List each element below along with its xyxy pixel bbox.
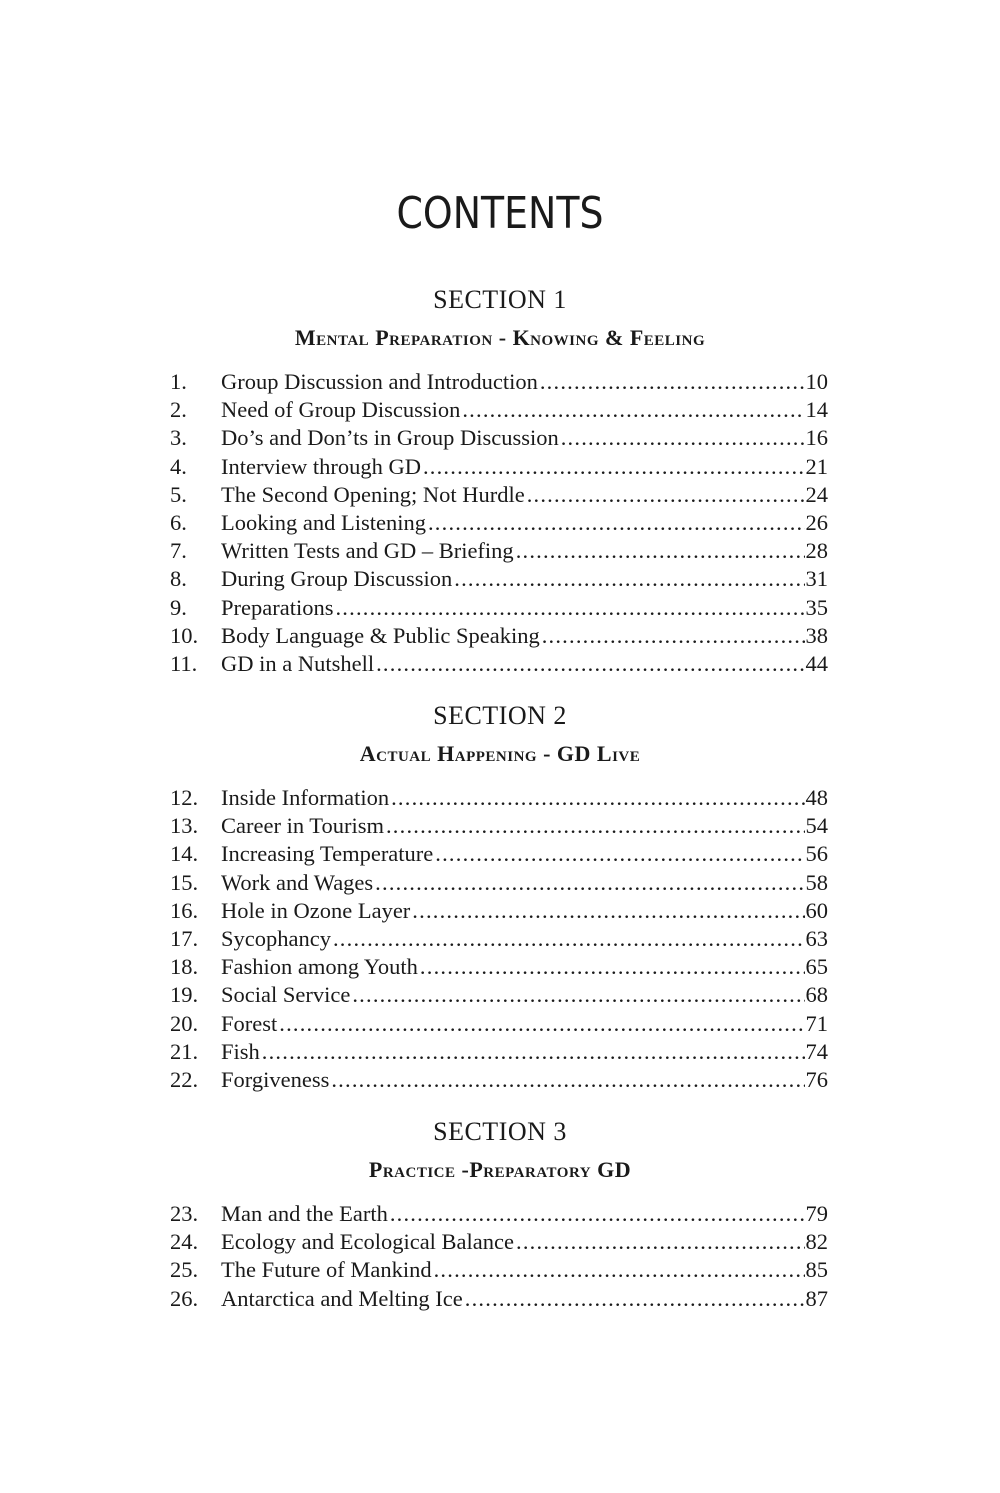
toc-entry-number: 11. — [170, 650, 198, 676]
toc-entry[interactable] — [170, 396, 828, 424]
dot-leader — [514, 1228, 804, 1256]
toc-entry-page: 71 — [805, 1010, 828, 1036]
toc-entry-page: 76 — [805, 1066, 828, 1092]
toc-entry-number: 17. — [170, 925, 199, 951]
toc-entry-number: 2. — [170, 397, 187, 423]
toc-entry-title: Preparations — [221, 594, 334, 620]
toc-entry-page: 79 — [805, 1201, 828, 1226]
toc-entry-title: Forgiveness — [221, 1066, 330, 1092]
toc-entry-title: The Future of Mankind — [221, 1257, 432, 1283]
toc-entry-title: Fashion among Youth — [221, 954, 418, 980]
toc-entry-number: 3. — [170, 425, 187, 451]
toc-entry-number: 5. — [170, 481, 187, 507]
toc-entry-page: 26 — [805, 509, 828, 535]
toc-entry-number: 6. — [170, 509, 187, 535]
toc-entry[interactable] — [170, 509, 828, 537]
dot-leader — [374, 650, 804, 678]
toc-entry[interactable] — [170, 622, 828, 650]
section-2-toc — [170, 784, 828, 1094]
toc-entry[interactable] — [170, 1010, 828, 1038]
toc-entry-title: Looking and Listening — [221, 509, 426, 535]
toc-entry[interactable] — [170, 1200, 828, 1228]
dot-leader — [418, 953, 805, 981]
toc-entry-page: 14 — [805, 397, 828, 423]
toc-entry[interactable] — [170, 981, 828, 1009]
toc-entry-number: 12. — [170, 785, 199, 810]
toc-entry[interactable] — [170, 650, 828, 678]
dot-leader — [350, 981, 804, 1009]
section-1-header — [0, 284, 1000, 352]
toc-entry[interactable] — [170, 1228, 828, 1256]
toc-entry-page: 10 — [805, 369, 828, 394]
toc-entry-number: 16. — [170, 897, 199, 923]
dot-leader — [514, 537, 805, 565]
toc-entry-number: 7. — [170, 538, 187, 564]
toc-entry-title: Written Tests and GD – Briefing — [221, 538, 514, 564]
toc-entry-page: 31 — [805, 566, 828, 592]
section-subtitle: Practice -Preparatory GD — [368, 1157, 632, 1182]
dot-leader — [277, 1010, 804, 1038]
toc-entry-title: Career in Tourism — [221, 813, 384, 839]
toc-entry-title: Work and Wages — [221, 869, 374, 895]
dot-leader — [460, 396, 804, 424]
toc-entry-title: Body Language & Public Speaking — [221, 622, 540, 648]
toc-entry-number: 4. — [170, 453, 187, 479]
toc-entry-title: Forest — [221, 1010, 278, 1036]
toc-entry-number: 24. — [170, 1229, 199, 1255]
toc-entry-title: Ecology and Ecological Balance — [221, 1229, 515, 1255]
section-heading: SECTION 3 — [433, 1117, 567, 1146]
toc-entry[interactable] — [170, 1038, 828, 1066]
toc-entry[interactable] — [170, 925, 828, 953]
toc-entry[interactable] — [170, 840, 828, 868]
toc-entry-number: 10. — [170, 622, 199, 648]
toc-entry-title: The Second Opening; Not Hurdle — [221, 481, 525, 507]
toc-entry[interactable] — [170, 1285, 828, 1313]
toc-entry-number: 20. — [170, 1010, 199, 1036]
toc-entry-number: 14. — [170, 841, 199, 867]
toc-entry-page: 28 — [805, 538, 828, 564]
dot-leader — [540, 622, 805, 650]
toc-entry-title: Sycophancy — [221, 925, 331, 951]
dot-leader — [452, 565, 804, 593]
dot-leader — [389, 784, 804, 812]
toc-entry-number: 26. — [170, 1285, 199, 1311]
toc-entry-title: Group Discussion and Introduction — [221, 369, 538, 394]
toc-entry-page: 21 — [805, 453, 828, 479]
section-heading: SECTION 1 — [433, 285, 567, 314]
toc-entry-page: 24 — [805, 481, 828, 507]
dot-leader — [421, 453, 805, 481]
toc-entry-title: Need of Group Discussion — [221, 397, 461, 423]
toc-entry-number: 1. — [170, 369, 187, 394]
toc-entry[interactable] — [170, 537, 828, 565]
toc-entry-number: 22. — [170, 1066, 199, 1092]
toc-entry-page: 68 — [805, 982, 828, 1008]
dot-leader — [388, 1200, 805, 1228]
section-subtitle: Actual Happening - GD Live — [359, 741, 641, 766]
toc-entry-page: 74 — [805, 1038, 828, 1064]
toc-entry-number: 23. — [170, 1201, 199, 1226]
dot-leader — [331, 925, 805, 953]
toc-entry-title: Fish — [221, 1038, 260, 1064]
toc-entry-page: 85 — [805, 1257, 828, 1283]
dot-leader — [373, 869, 804, 897]
dot-leader — [329, 1066, 804, 1094]
toc-entry[interactable] — [170, 869, 828, 897]
dot-leader — [426, 509, 805, 537]
toc-entry-title: Man and the Earth — [221, 1201, 388, 1226]
dot-leader — [538, 368, 805, 396]
toc-entry-title: During Group Discussion — [221, 566, 453, 592]
toc-entry[interactable] — [170, 812, 828, 840]
toc-entry-title: Inside Information — [221, 785, 390, 810]
toc-entry-number: 19. — [170, 982, 199, 1008]
toc-entry-title: Interview through GD — [221, 453, 421, 479]
toc-entry[interactable] — [170, 594, 828, 622]
section-subtitle: Mental Preparation - Knowing & Feeling — [294, 325, 706, 350]
toc-entry[interactable] — [170, 481, 828, 509]
toc-entry[interactable] — [170, 1256, 828, 1284]
toc-entry-page: 44 — [805, 650, 828, 676]
toc-entry-page: 16 — [805, 425, 828, 451]
dot-leader — [260, 1038, 805, 1066]
dot-leader — [525, 481, 805, 509]
dot-leader — [384, 812, 805, 840]
toc-entry-page: 87 — [805, 1285, 828, 1311]
toc-entry-page: 65 — [805, 954, 828, 980]
toc-entry-page: 82 — [805, 1229, 828, 1255]
toc-entry-number: 18. — [170, 954, 199, 980]
dot-leader — [432, 1256, 805, 1284]
toc-entry-number: 25. — [170, 1257, 199, 1283]
toc-entry-title: GD in a Nutshell — [221, 650, 375, 676]
toc-entry[interactable] — [170, 784, 828, 812]
dot-leader — [559, 424, 805, 452]
toc-entry-title: Do’s and Don’ts in Group Discussion — [221, 425, 559, 451]
dot-leader — [463, 1285, 805, 1313]
page-title: CONTENTS — [396, 188, 604, 239]
toc-entry-page: 35 — [805, 594, 828, 620]
toc-entry-page: 60 — [805, 897, 828, 923]
toc-entry[interactable] — [170, 897, 828, 925]
toc-entry-page: 54 — [805, 813, 828, 839]
toc-entry[interactable] — [170, 424, 828, 452]
section-2-header — [0, 700, 1000, 768]
toc-entry-title: Social Service — [221, 982, 351, 1008]
toc-entry-number: 8. — [170, 566, 187, 592]
dot-leader — [333, 594, 804, 622]
dot-leader — [410, 897, 804, 925]
toc-entry-title: Increasing Temperature — [221, 841, 434, 867]
toc-entry[interactable] — [170, 565, 828, 593]
toc-entry-number: 9. — [170, 594, 187, 620]
toc-entry-page: 63 — [805, 925, 828, 951]
section-3-toc — [170, 1200, 828, 1313]
toc-entry-page: 48 — [805, 785, 828, 810]
toc-entry-title: Hole in Ozone Layer — [221, 897, 411, 923]
toc-entry-number: 15. — [170, 869, 199, 895]
toc-entry[interactable] — [170, 368, 828, 396]
section-1-toc — [170, 368, 828, 678]
toc-entry-number: 13. — [170, 813, 199, 839]
toc-entry-page: 58 — [805, 869, 828, 895]
toc-entry[interactable] — [170, 1066, 828, 1094]
toc-entry-title: Antarctica and Melting Ice — [221, 1285, 463, 1311]
toc-entry-page: 56 — [805, 841, 828, 867]
section-heading: SECTION 2 — [433, 701, 567, 730]
section-3-header — [0, 1116, 1000, 1184]
toc-entry-number: 21. — [170, 1038, 199, 1064]
dot-leader — [433, 840, 804, 868]
toc-entry[interactable] — [170, 953, 828, 981]
toc-entry-page: 38 — [805, 622, 828, 648]
toc-entry[interactable] — [170, 453, 828, 481]
